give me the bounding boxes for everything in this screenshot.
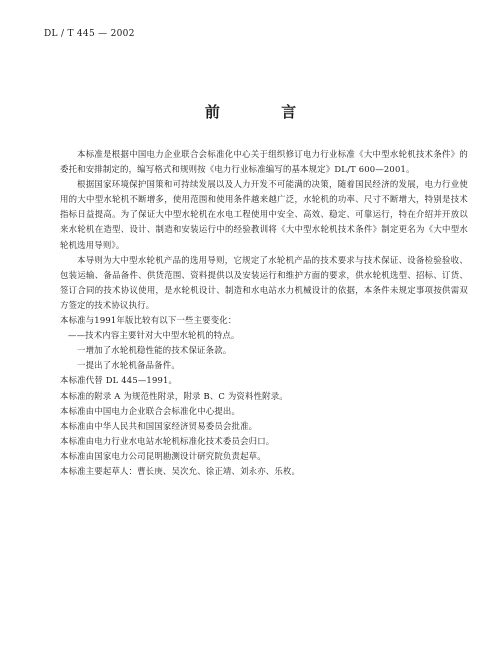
page-title: 前 言 — [204, 103, 325, 121]
change-item: ——技术内容主要针对大中型水轮机的特点。 — [68, 330, 240, 341]
drafted-by-statement: 本标准由国家电力公司昆明勘测设计研究院负责起草。 — [60, 450, 266, 461]
changes-intro: 本标准与1991年版比较有以下一些主要变化： — [60, 315, 237, 326]
replaces-statement: 本标准代替 DL 445—1991。 — [60, 375, 178, 386]
appendix-statement: 本标准的附录 A 为规范性附录，附录 B、C 为资料性附录。 — [60, 390, 288, 401]
foreword-paragraph-3: 本导则为大中型水轮机产品的选用导则，它规定了水轮机产品的技术要求与技术保证、设备检验验收、包装运输、备品备件、供货范围、资料提供以及安装运行和维护方面的要求，供水轮机选型、招标、订货、签订合同的技术协议使用，是水轮机设计、制造和水电站水力机械设计的依据，本条件未规定事项按供需双方签定的技术协议执行。 — [60, 254, 468, 310]
drafters-statement: 本标准主要起草人：曹长庚、吴次允、徐正靖、刘永亦、乐枚。 — [60, 465, 301, 476]
foreword-paragraph-1: 本标准是根据中国电力企业联合会标准化中心关于组织修订电力行业标准《大中型水轮机技术条件》的委托和安排制定的，编写格式和规则按《电力行业标准编写的基本规定》DL/T 600—2001。 — [60, 149, 468, 175]
approved-by-statement: 本标准由中华人民共和国国家经济贸易委员会批准。 — [60, 420, 258, 431]
foreword-body — [60, 147, 468, 479]
standard-code: DL / T 445 — 2002 — [44, 29, 135, 39]
change-item: 一提出了水轮机备品备件。 — [77, 360, 180, 371]
centralized-by-statement: 本标准由电力行业水电站水轮机标准化技术委员会归口。 — [60, 435, 275, 446]
change-item: 一增加了水轮机稳性能的技术保证条款。 — [77, 345, 232, 356]
proposed-by-statement: 本标准由中国电力企业联合会标准化中心提出。 — [60, 405, 241, 416]
foreword-paragraph-2: 根据国家环境保护国策和可持续发展以及人力开发不可能满的决策，随着国民经济的发展，电力行业使用的大中型水轮机不断增多，使用范围和使用条件越来越广泛，水轮机的功率、尺寸不断增大，特别是技术指标日益提高。为了保证大中型水轮机在水电工程使用中安全、高效、稳定、可靠运行，特在介绍并开放以来水轮机在造型、设计、制造和安装运行中的经验教训将《大中型水轮机技术条件》制定更名为《大中型水轮机选用导则》。 — [60, 179, 468, 250]
